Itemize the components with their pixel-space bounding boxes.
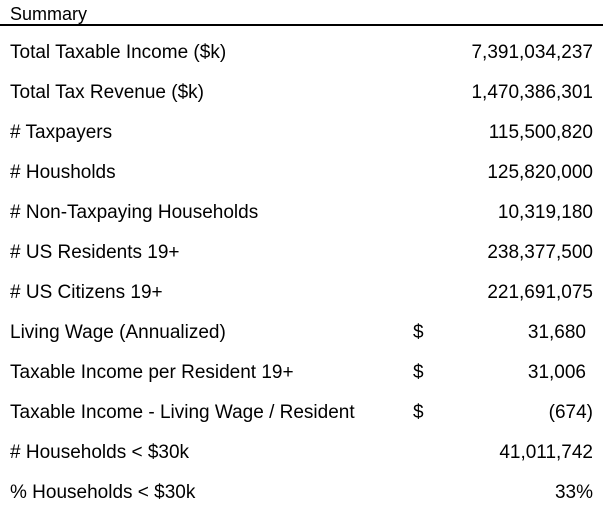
summary-header bbox=[0, 0, 603, 26]
summary-row bbox=[0, 74, 606, 114]
row-value: 115,500,820 bbox=[488, 122, 593, 143]
summary-row bbox=[0, 434, 606, 474]
summary-rows bbox=[0, 34, 606, 514]
row-value: 221,691,075 bbox=[487, 282, 593, 303]
row-value: 41,011,742 bbox=[499, 442, 593, 463]
summary-row bbox=[0, 314, 606, 354]
summary-row bbox=[0, 194, 606, 234]
summary-row bbox=[0, 474, 606, 514]
currency-symbol: $ bbox=[413, 362, 424, 383]
row-value: 238,377,500 bbox=[487, 242, 593, 263]
row-label: # Taxpayers bbox=[10, 122, 113, 143]
summary-row bbox=[0, 354, 606, 394]
summary-row bbox=[0, 394, 606, 434]
summary-row bbox=[0, 34, 606, 74]
row-label: # US Residents 19+ bbox=[10, 242, 180, 263]
row-label: # Households < $30k bbox=[10, 442, 190, 463]
row-value: (674) bbox=[548, 402, 593, 423]
row-value: 1,470,386,301 bbox=[471, 82, 593, 103]
summary-row bbox=[0, 154, 606, 194]
row-value: 125,820,000 bbox=[487, 162, 593, 183]
summary-title: Summary bbox=[10, 4, 88, 24]
row-value: 10,319,180 bbox=[497, 202, 593, 223]
row-label: Taxable Income - Living Wage / Resident bbox=[10, 402, 355, 423]
currency-symbol: $ bbox=[413, 402, 424, 423]
row-label: % Households < $30k bbox=[10, 482, 196, 503]
row-value: 7,391,034,237 bbox=[471, 42, 593, 63]
row-label: Living Wage (Annualized) bbox=[10, 322, 226, 343]
summary-row bbox=[0, 274, 606, 314]
currency-symbol: $ bbox=[413, 322, 424, 343]
row-value: 31,006 bbox=[527, 362, 586, 383]
row-label: Total Taxable Income ($k) bbox=[10, 42, 227, 63]
summary-row bbox=[0, 234, 606, 274]
row-value: 33% bbox=[554, 482, 593, 503]
row-label: # Housholds bbox=[10, 162, 116, 183]
summary-row bbox=[0, 114, 606, 154]
row-value: 31,680 bbox=[527, 322, 586, 343]
row-label: # US Citizens 19+ bbox=[10, 282, 163, 303]
row-label: Taxable Income per Resident 19+ bbox=[10, 362, 294, 383]
row-label: Total Tax Revenue ($k) bbox=[10, 82, 204, 103]
row-label: # Non-Taxpaying Households bbox=[10, 202, 259, 223]
